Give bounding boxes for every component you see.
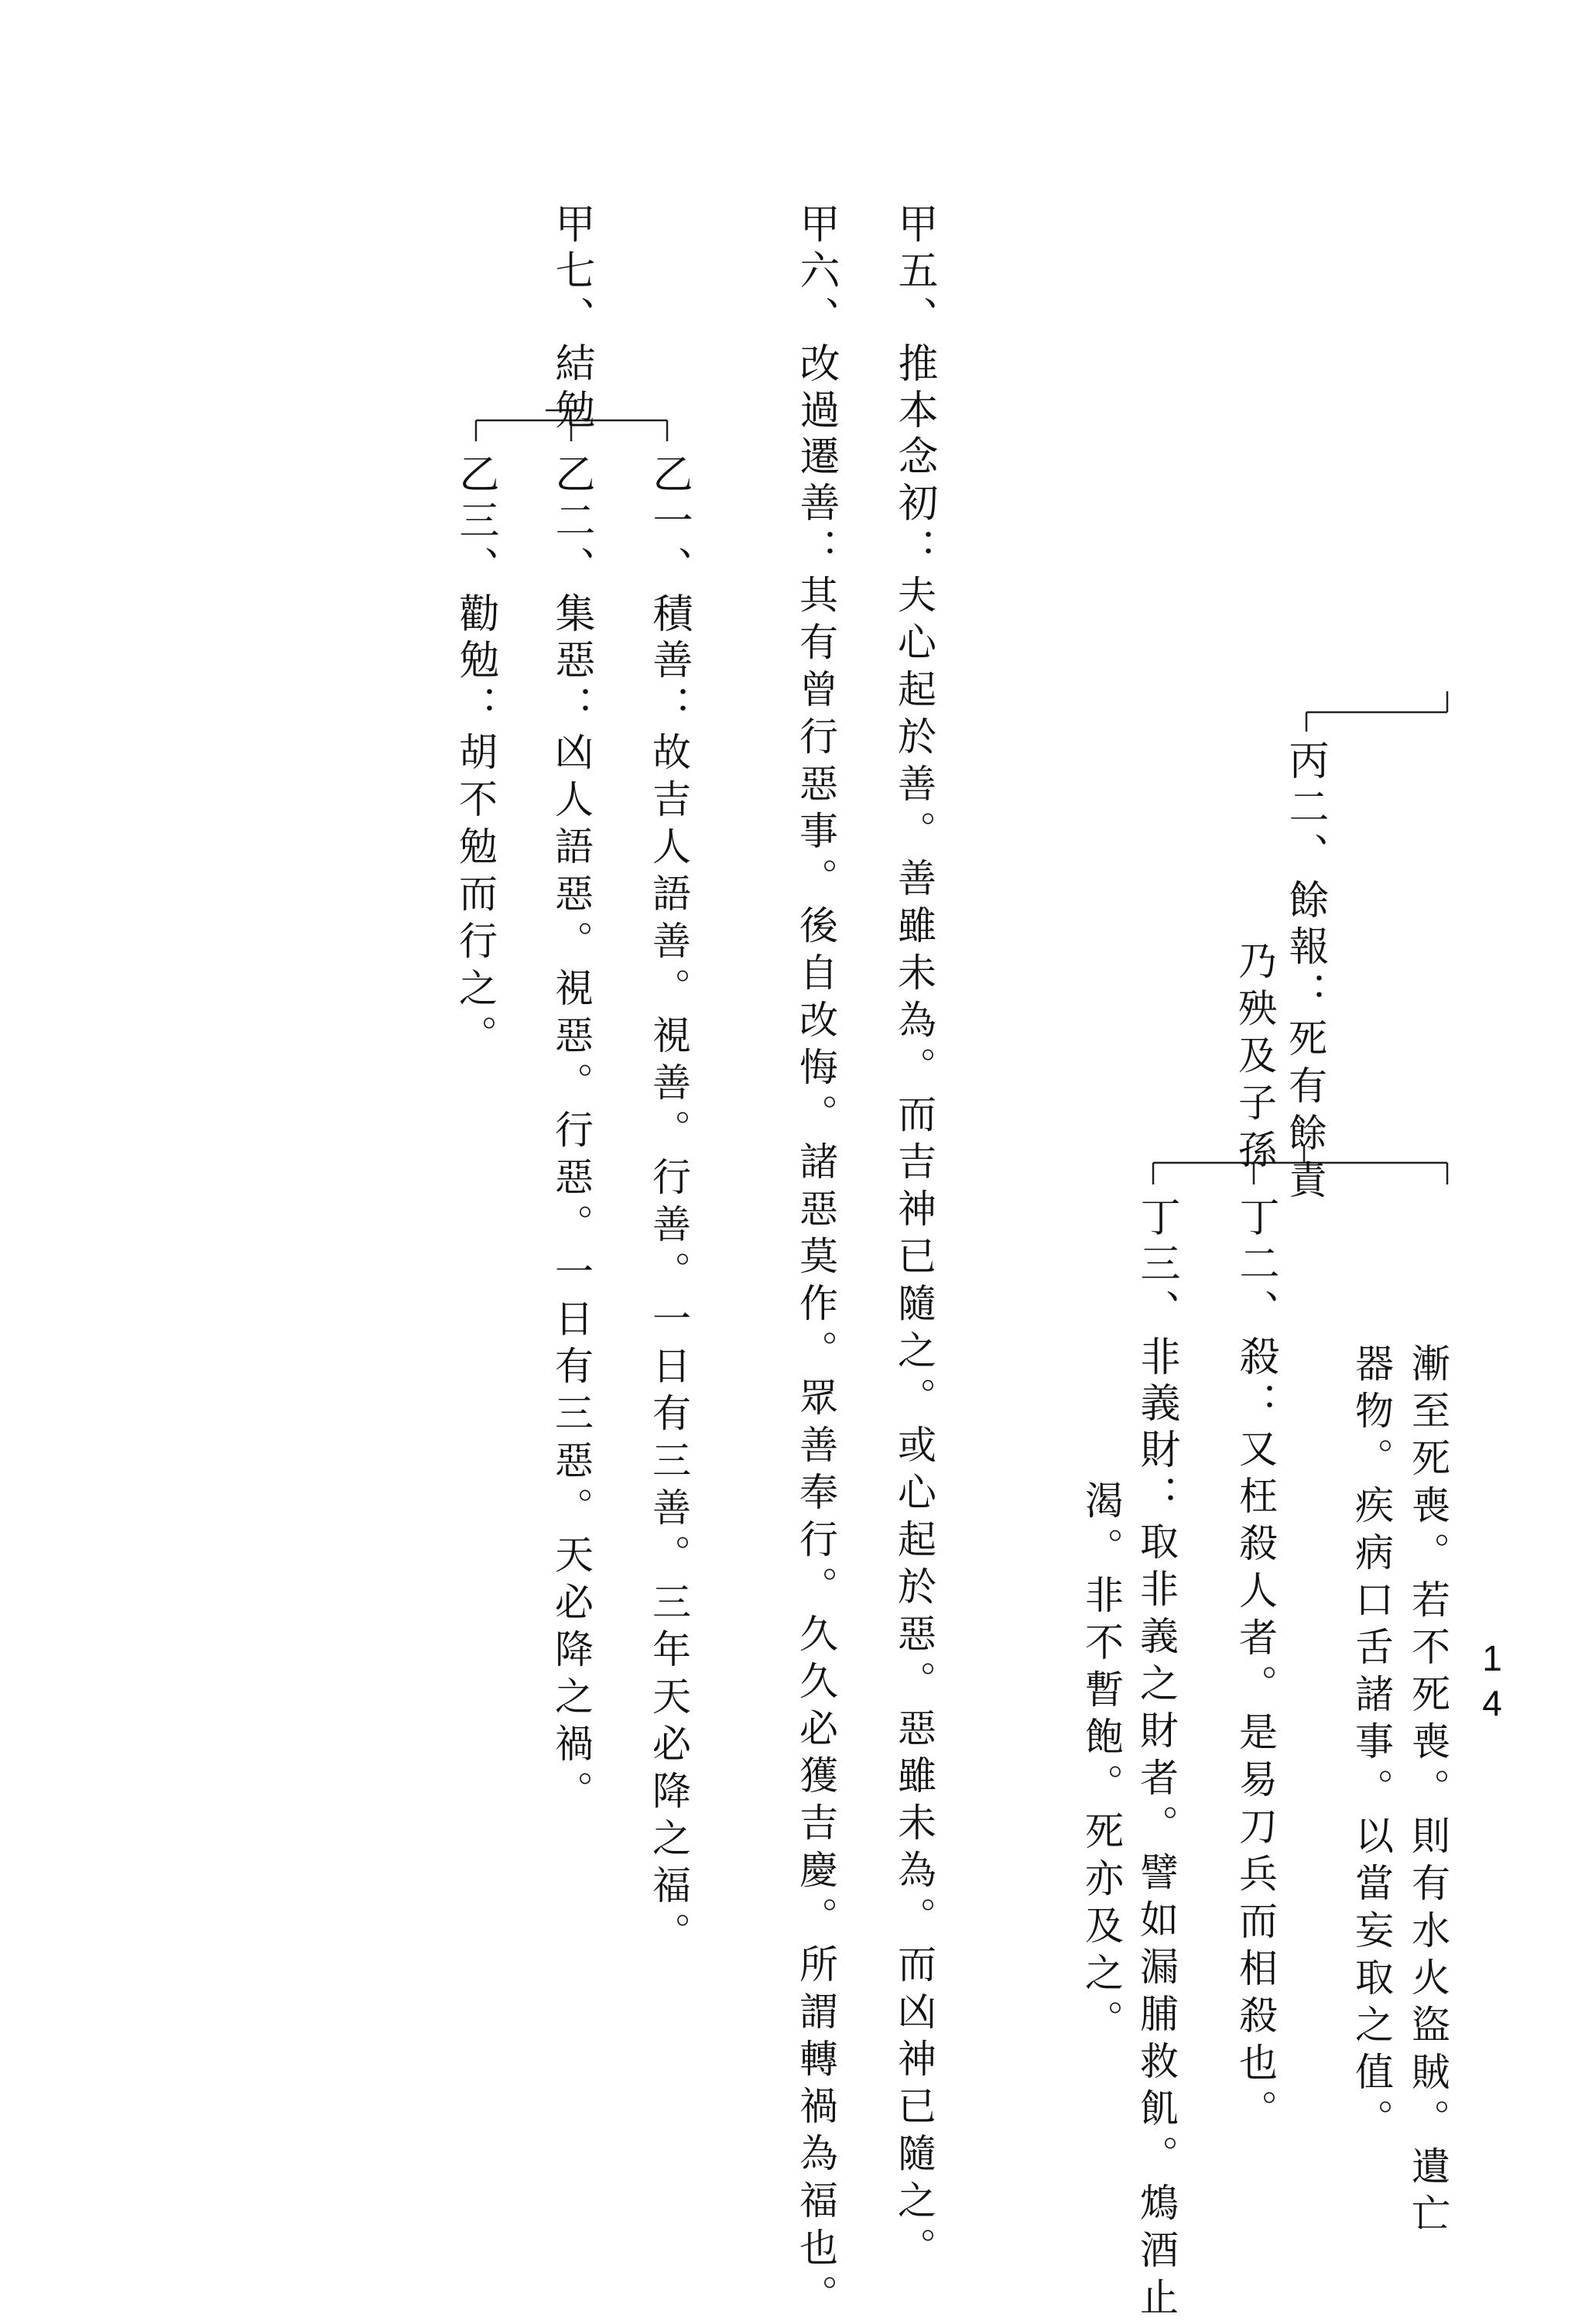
yi2-text: 凶人語惡。視惡。行惡。一日有三惡。天必降之禍。 xyxy=(549,732,594,1818)
bing2-intro-line2: 器物。疾病口舌諸事。以當妄取之值。 xyxy=(1349,1343,1394,2146)
yi3-column xyxy=(453,453,498,1062)
yi2-column xyxy=(549,453,594,1818)
yi3-title: 乙三、勸勉： xyxy=(453,453,498,732)
jia6-column xyxy=(793,203,838,2322)
ding2-title: 丁二、殺： xyxy=(1233,1196,1278,1428)
yi1-text: 故吉人語善。視善。行善。一日有三善。三年天必降之福。 xyxy=(646,732,691,1959)
jia6-text: 其有曾行惡事。後自改悔。諸惡莫作。眾善奉行。久久必獲吉慶。所謂轉禍為福也。 xyxy=(793,574,838,2322)
yi1-column xyxy=(646,453,691,1959)
ding3-text-a: 取非義之財者。譬如漏脯救飢。鴆酒止 xyxy=(1134,1521,1179,2324)
bing2-title: 丙二、餘報： xyxy=(1282,739,1327,1018)
ding3-title: 丁三、非義財： xyxy=(1134,1196,1179,1521)
bing2-intro-line1: 漸至死喪。若不死喪。則有水火盜賊。遺亡 xyxy=(1405,1343,1450,2240)
ding3-column xyxy=(1134,1196,1179,2324)
bing2-text-a: 死有餘責 xyxy=(1282,1018,1327,1207)
ding2-column xyxy=(1233,1196,1278,2137)
jia7-title: 甲七、結勉 xyxy=(549,203,594,435)
jia5-column xyxy=(894,203,934,2274)
bing2-column xyxy=(1282,739,1327,1207)
bing2-text-b: 乃殃及子孫 xyxy=(1232,941,1277,1177)
page-number: 14 xyxy=(1472,1638,1512,1728)
ding2-text: 又枉殺人者。是易刀兵而相殺也。 xyxy=(1233,1428,1278,2137)
jia5-title: 甲五、推本念初： xyxy=(892,203,936,574)
jia6-title: 甲六、改過遷善： xyxy=(793,203,838,574)
yi2-title: 乙二、集惡： xyxy=(549,453,594,732)
jia5-text: 夫心起於善。善雖未為。而吉神已隨之。或心起於惡。惡雖未為。而凶神已隨之。 xyxy=(892,574,936,2274)
yi3-text: 胡不勉而行之。 xyxy=(453,732,498,1062)
yi1-title: 乙一、積善： xyxy=(646,453,691,732)
ding3-text-b: 渴。非不暫飽。死亦及之。 xyxy=(1079,1480,1124,2047)
